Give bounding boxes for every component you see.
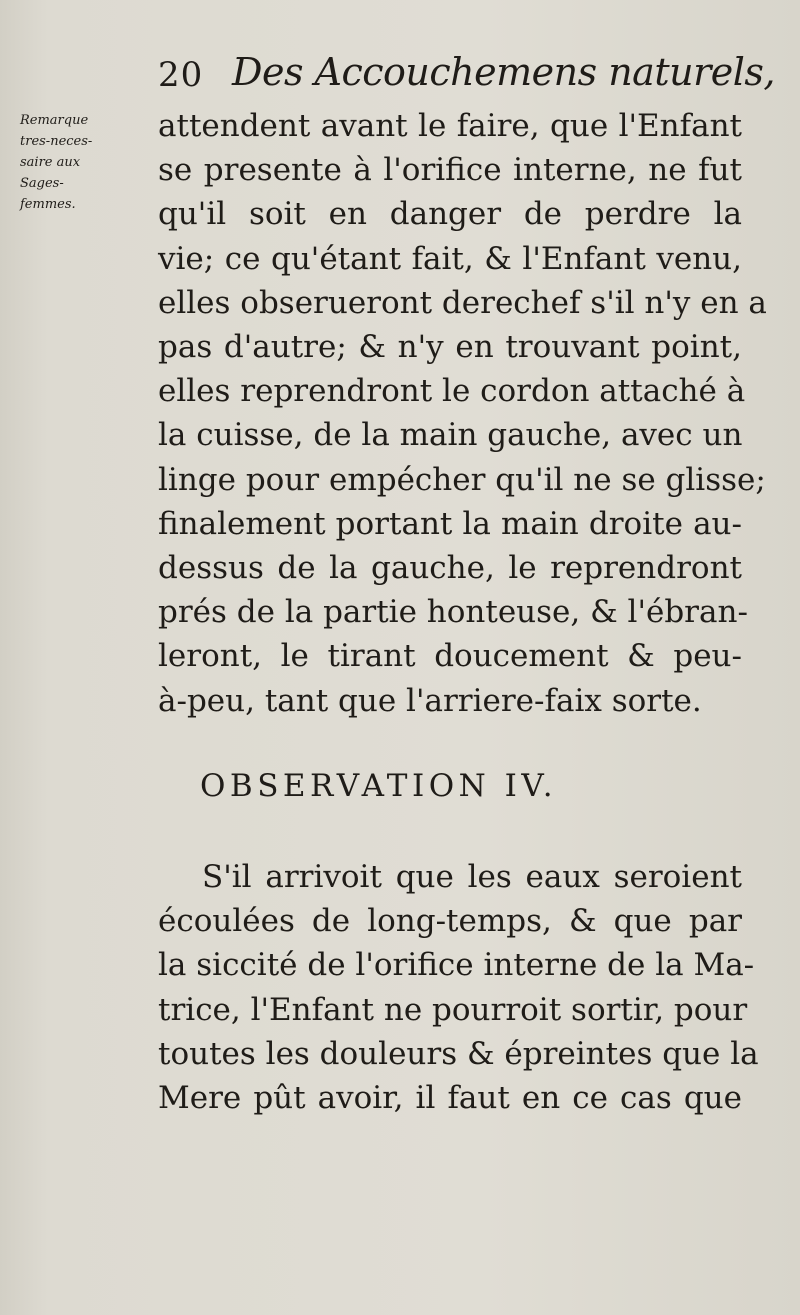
text-line: qu'il soit en danger de perdre la bbox=[158, 196, 742, 233]
text-line: pas d'autre; & n'y en trouvant point, bbox=[158, 329, 742, 366]
text-line: elles obserueront derechef s'il n'y en a bbox=[158, 284, 767, 321]
text-line: attendent avant le faire, que l'Enfant bbox=[158, 108, 742, 144]
margin-note-line: saire aux bbox=[20, 155, 81, 170]
margin-note-line: tres-neces- bbox=[20, 134, 93, 149]
paragraph-1 bbox=[158, 104, 767, 723]
text-line: finalement portant la main droite au- bbox=[158, 505, 742, 542]
margin-note-line: Remarque bbox=[20, 113, 89, 128]
text-line: trice, l'Enfant ne pourroit sortir, pour bbox=[158, 991, 748, 1028]
margin-note-line: femmes. bbox=[20, 197, 76, 212]
paragraph-2 bbox=[158, 855, 759, 1120]
running-title: Des Accouchemens naturels, bbox=[232, 50, 775, 94]
text-line: Mere pût avoir, il faut en ce cas que bbox=[158, 1080, 742, 1117]
page-number: 20 bbox=[158, 55, 204, 95]
text-line: se presente à l'orifice interne, ne fut bbox=[158, 152, 742, 189]
text-line: dessus de la gauche, le reprendront bbox=[158, 550, 742, 587]
text-line: S'il arrivoit que les eaux seroient bbox=[202, 859, 742, 895]
text-line: linge pour empécher qu'il ne se glisse; bbox=[158, 461, 766, 498]
text-line: vie; ce qu'étant fait, & l'Enfant venu, bbox=[158, 240, 742, 277]
text-line: elles reprendront le cordon attaché à bbox=[158, 373, 746, 410]
text-line: prés de la partie honteuse, & l'ébran- bbox=[158, 594, 748, 631]
text-line: à-peu, tant que l'arriere-faix sorte. bbox=[158, 682, 702, 719]
text-line: la siccité de l'orifice interne de la Ma- bbox=[158, 947, 755, 984]
margin-note bbox=[20, 110, 160, 215]
margin-note-line: Sages- bbox=[20, 176, 64, 191]
text-line: la cuisse, de la main gauche, avec un bbox=[158, 417, 743, 454]
text-line: leront, le tirant doucement & peu- bbox=[158, 638, 742, 675]
text-line: écoulées de long-temps, & que par bbox=[158, 903, 742, 940]
section-heading: OBSERVATION IV. bbox=[200, 768, 558, 804]
text-line: toutes les douleurs & épreintes que la bbox=[158, 1035, 759, 1072]
